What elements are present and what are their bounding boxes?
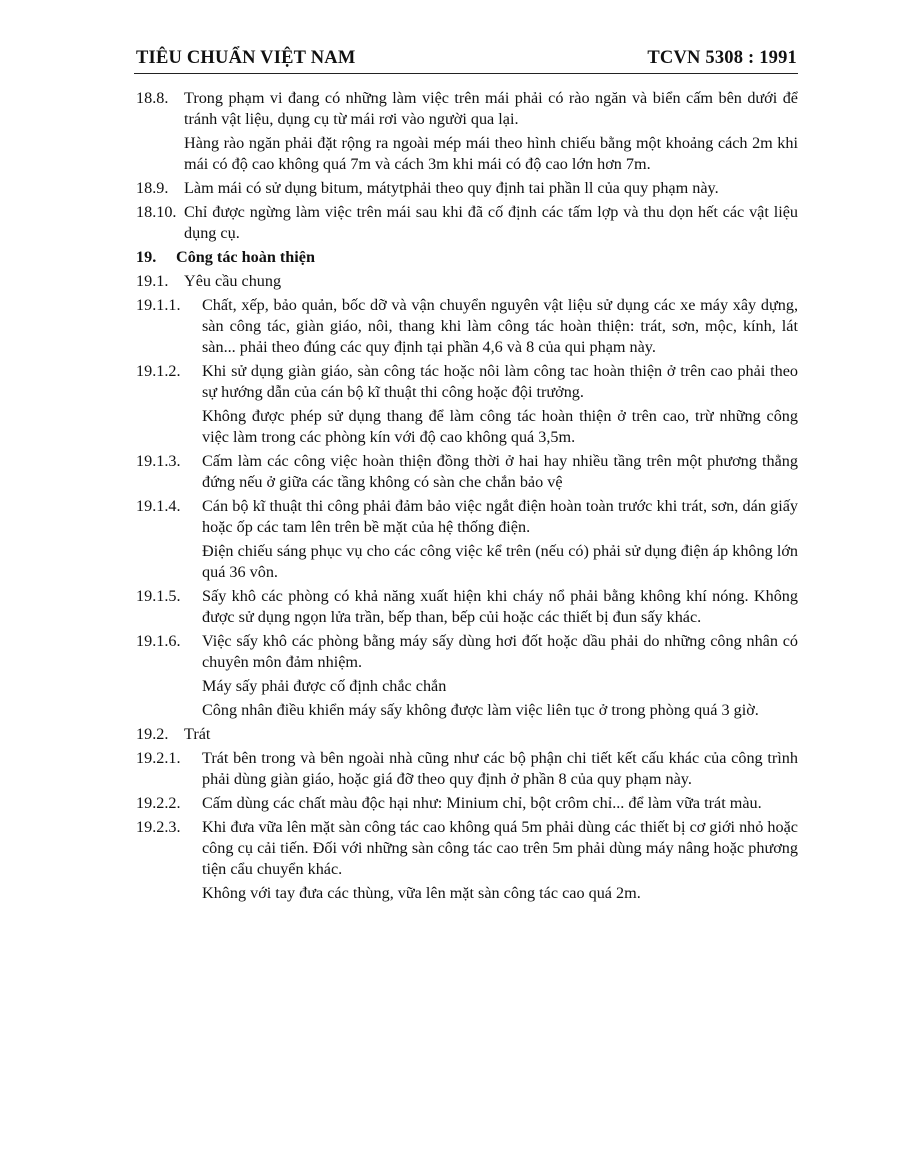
clause-number: 18.8. <box>136 89 169 107</box>
clause-text: Khi đưa vữa lên mặt sàn công tác cao không quá 5m phải dùng các thiết bị cơ giới nhỏ hoặc công cụ cải tiến. Đối với những sàn công tác cao trên 5m phải dùng máy nâng hoặc phương tiện cẩu chuyển khác. <box>202 818 798 878</box>
clause-19-2-1 <box>136 748 798 790</box>
clause-number: 19.1.5. <box>136 587 181 605</box>
clause-19-2-3 <box>136 817 798 880</box>
clause-18-10 <box>136 202 798 244</box>
document-body <box>136 88 798 907</box>
clause-paragraph: Máy sấy phải được cố định chắc chắn <box>202 677 447 695</box>
section-number: 19. <box>136 248 157 266</box>
clause-19-1-4 <box>136 496 798 538</box>
clause-number: 19.2.2. <box>136 794 181 812</box>
section-19-2-heading <box>136 724 798 745</box>
clause-text: Cấm làm các công việc hoàn thiện đồng thời ở hai hay nhiều tầng trên một phương thẳng đứng nếu ở giữa các tầng không có sàn che chắn bảo vệ <box>202 452 798 491</box>
section-title: Trát <box>184 725 211 743</box>
clause-text: Sấy khô các phòng có khả năng xuất hiện khi cháy nổ phải bằng không khí nóng. Không được sử dụng ngọn lửa trần, bếp than, bếp củi hoặc các thiết bị đun sấy khác. <box>202 587 798 626</box>
standard-title: TIÊU CHUẨN VIỆT NAM <box>136 48 356 68</box>
clause-text: Chất, xếp, bảo quản, bốc dỡ và vận chuyển nguyên vật liệu sử dụng các xe máy xây dựng, sàn công tác, giàn giáo, nôi, thang khi làm công tác hoàn thiện: trát, sơn, mộc, kính, lát sàn... phải theo đúng các quy định tại phần 4,6 và 8 của qui phạm này. <box>202 296 798 356</box>
clause-paragraph: Điện chiếu sáng phục vụ cho các công việc kể trên (nếu có) phải sử dụng điện áp không lớn quá 36 vôn. <box>202 542 798 581</box>
clause-19-1-1 <box>136 295 798 358</box>
clause-paragraph: Không được phép sử dụng thang để làm công tác hoàn thiện ở trên cao, trừ những công việc làm trong các phòng kín với độ cao không quá 3,5m. <box>202 407 798 446</box>
section-title: Yêu cầu chung <box>184 272 282 290</box>
page-header <box>136 48 797 69</box>
header-rule <box>134 73 798 74</box>
clause-text: Chỉ được ngừng làm việc trên mái sau khi đã cố định các tấm lợp và thu dọn hết các vật liệu dụng cụ. <box>184 203 798 242</box>
clause-19-2-2 <box>136 793 798 814</box>
clause-number: 18.9. <box>136 179 169 197</box>
clause-paragraph: Hàng rào ngăn phải đặt rộng ra ngoài mép mái theo hình chiếu bằng một khoảng cách 2m khi mái có độ cao không quá 7m và cách 3m khi mái có độ cao lớn hơn 7m. <box>184 134 798 173</box>
clause-18-8 <box>136 88 798 130</box>
clause-number: 19.1.6. <box>136 632 181 650</box>
clause-text: Trong phạm vi đang có những làm việc trên mái phải có rào ngăn và biển cấm bên dưới để tránh vật liệu, dụng cụ từ mái rơi vào người qua lại. <box>184 89 798 128</box>
clause-19-1-6 <box>136 631 798 673</box>
clause-19-1-3 <box>136 451 798 493</box>
clause-text: Khi sử dụng giàn giáo, sàn công tác hoặc nôi làm công tac hoàn thiện ở trên cao phải theo sự hướng dẫn của cán bộ kĩ thuật thi công hoặc đội trưởng. <box>202 362 798 401</box>
clause-paragraph: Công nhân điều khiển máy sấy không được làm việc liên tục ở trong phòng quá 3 giờ. <box>202 701 759 719</box>
clause-number: 19.1.3. <box>136 452 181 470</box>
clause-text: Cấm dùng các chất màu độc hại như: Minium chỉ, bột crôm chỉ... để làm vữa trát màu. <box>202 794 762 812</box>
clause-19-1-5 <box>136 586 798 628</box>
section-title: Công tác hoàn thiện <box>176 248 315 266</box>
clause-text: Làm mái có sử dụng bitum, mátytphải theo quy định tai phần ll của quy phạm này. <box>184 179 719 197</box>
clause-number: 19.1.1. <box>136 296 181 314</box>
clause-number: 19.2.1. <box>136 749 181 767</box>
clause-paragraph: Không với tay đưa các thùng, vữa lên mặt sàn công tác cao quá 2m. <box>202 884 641 902</box>
section-number: 19.2. <box>136 725 169 743</box>
standard-code: TCVN 5308 : 1991 <box>647 48 797 68</box>
clause-text: Việc sấy khô các phòng bằng máy sấy dùng hơi đốt hoặc dầu phải do những công nhân có chuyên môn đảm nhiệm. <box>202 632 798 671</box>
section-19-1-heading <box>136 271 798 292</box>
clause-19-1-2 <box>136 361 798 403</box>
clause-number: 19.1.2. <box>136 362 181 380</box>
clause-text: Cán bộ kĩ thuật thi công phải đảm bảo việc ngắt điện hoàn toàn trước khi trát, sơn, dán giấy hoặc ốp các tam lên trên bề mặt của hệ thống điện. <box>202 497 798 536</box>
section-number: 19.1. <box>136 272 169 290</box>
clause-text: Trát bên trong và bên ngoài nhà cũng như các bộ phận chi tiết kết cấu khác của công trình phải dùng giàn giáo, hoặc giá đỡ theo quy định ở phần 8 của quy phạm này. <box>202 749 798 788</box>
clause-number: 18.10. <box>136 203 177 221</box>
clause-18-9 <box>136 178 798 199</box>
section-19-heading <box>136 247 798 268</box>
clause-number: 19.1.4. <box>136 497 181 515</box>
clause-number: 19.2.3. <box>136 818 181 836</box>
